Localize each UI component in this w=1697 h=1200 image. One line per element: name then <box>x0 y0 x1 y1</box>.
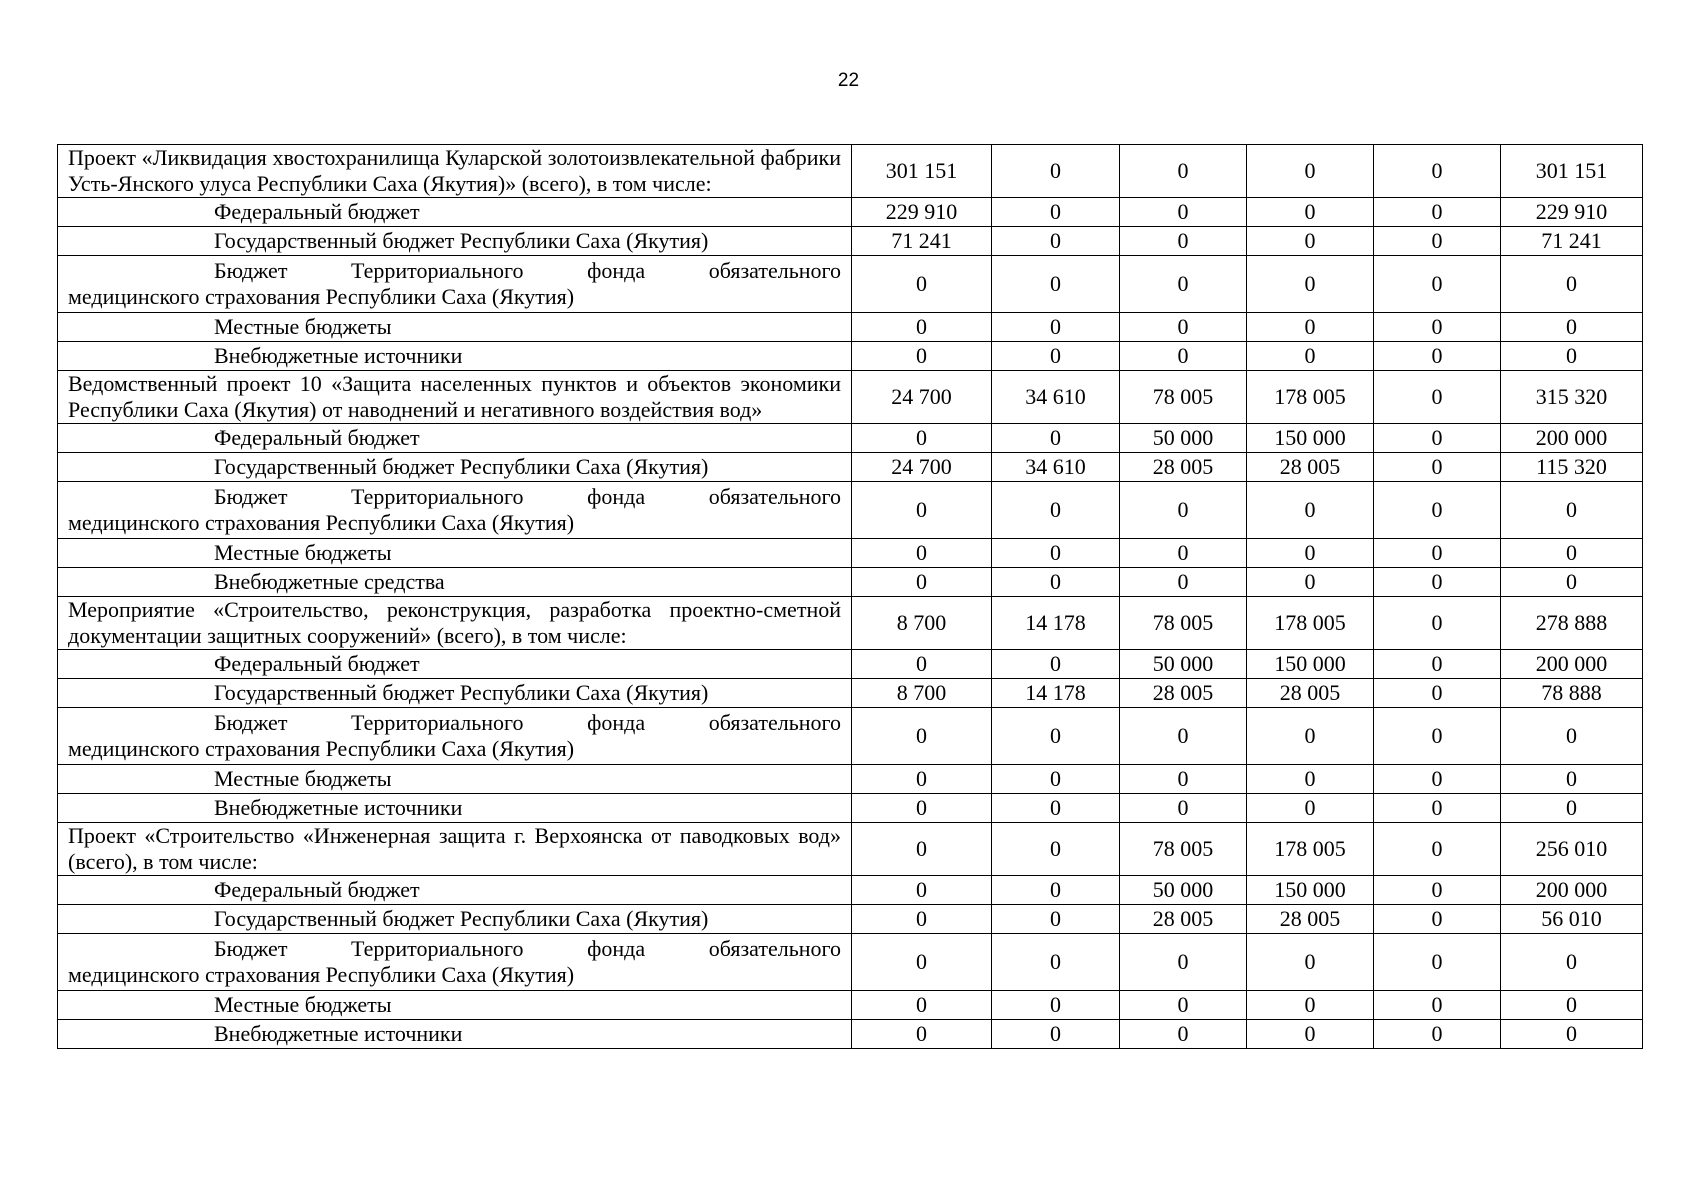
value-cell: 0 <box>1374 934 1501 991</box>
value-cell: 0 <box>1374 342 1501 371</box>
value-cell: 0 <box>1247 708 1374 765</box>
budget-table-body <box>58 145 1643 1049</box>
row-label: Федеральный бюджет <box>58 650 852 679</box>
value-cell: 14 178 <box>992 597 1120 650</box>
row-label: Местные бюджеты <box>58 991 852 1020</box>
value-cell: 0 <box>852 765 992 794</box>
value-cell: 14 178 <box>992 679 1120 708</box>
row-label: Государственный бюджет Республики Саха (Якутия) <box>58 227 852 256</box>
value-cell: 0 <box>1120 256 1247 313</box>
value-cell: 56 010 <box>1501 905 1643 934</box>
value-cell: 0 <box>1374 794 1501 823</box>
value-cell: 0 <box>1120 145 1247 198</box>
section-label: Мероприятие «Строительство, реконструкция, разработка проектно-сметной документации защитных сооружений» (всего), в том числе: <box>58 597 852 650</box>
value-cell: 115 320 <box>1501 453 1643 482</box>
value-cell: 8 700 <box>852 597 992 650</box>
value-cell: 0 <box>1120 934 1247 991</box>
value-cell: 28 005 <box>1247 453 1374 482</box>
row-label-line2: медицинского страхования Республики Саха (Якутия) <box>68 962 575 987</box>
row-label <box>58 482 852 539</box>
value-cell: 0 <box>992 145 1120 198</box>
value-cell: 0 <box>1374 650 1501 679</box>
value-cell: 278 888 <box>1501 597 1643 650</box>
value-cell: 34 610 <box>992 453 1120 482</box>
value-cell: 0 <box>992 794 1120 823</box>
value-cell: 0 <box>1501 342 1643 371</box>
value-cell: 0 <box>1374 823 1501 876</box>
row-label-line1: Бюджет Территориального фонда обязательного <box>214 710 841 735</box>
value-cell: 0 <box>852 539 992 568</box>
value-cell: 0 <box>1247 765 1374 794</box>
value-cell: 0 <box>1247 539 1374 568</box>
row-label <box>58 708 852 765</box>
table-row <box>58 905 1643 934</box>
value-cell: 0 <box>992 708 1120 765</box>
value-cell: 0 <box>992 1020 1120 1049</box>
value-cell: 0 <box>1120 794 1247 823</box>
row-label: Внебюджетные источники <box>58 342 852 371</box>
value-cell: 0 <box>992 539 1120 568</box>
value-cell: 0 <box>1374 227 1501 256</box>
row-label-line2: медицинского страхования Республики Саха (Якутия) <box>68 284 575 309</box>
value-cell: 78 005 <box>1120 597 1247 650</box>
value-cell: 0 <box>992 934 1120 991</box>
value-cell: 315 320 <box>1501 371 1643 424</box>
value-cell: 229 910 <box>1501 198 1643 227</box>
value-cell: 71 241 <box>1501 227 1643 256</box>
value-cell: 0 <box>852 823 992 876</box>
value-cell: 24 700 <box>852 453 992 482</box>
value-cell: 24 700 <box>852 371 992 424</box>
value-cell: 0 <box>1120 539 1247 568</box>
value-cell: 0 <box>1374 198 1501 227</box>
value-cell: 0 <box>1501 765 1643 794</box>
value-cell: 301 151 <box>852 145 992 198</box>
value-cell: 0 <box>1120 482 1247 539</box>
value-cell: 0 <box>1247 794 1374 823</box>
value-cell: 0 <box>1501 794 1643 823</box>
value-cell: 200 000 <box>1501 650 1643 679</box>
table-row-section <box>58 823 1643 876</box>
value-cell: 0 <box>852 650 992 679</box>
value-cell: 0 <box>1120 568 1247 597</box>
table-row <box>58 679 1643 708</box>
value-cell: 0 <box>852 342 992 371</box>
value-cell: 0 <box>1374 991 1501 1020</box>
row-label: Местные бюджеты <box>58 539 852 568</box>
value-cell: 0 <box>1501 256 1643 313</box>
table-row <box>58 650 1643 679</box>
value-cell: 0 <box>852 424 992 453</box>
table-row <box>58 227 1643 256</box>
value-cell: 0 <box>992 342 1120 371</box>
value-cell: 178 005 <box>1247 371 1374 424</box>
value-cell: 0 <box>1374 905 1501 934</box>
value-cell: 0 <box>852 905 992 934</box>
value-cell: 0 <box>992 823 1120 876</box>
value-cell: 0 <box>992 424 1120 453</box>
value-cell: 0 <box>1374 453 1501 482</box>
value-cell: 50 000 <box>1120 424 1247 453</box>
value-cell: 78 005 <box>1120 823 1247 876</box>
value-cell: 0 <box>1374 568 1501 597</box>
row-label <box>58 934 852 991</box>
value-cell: 256 010 <box>1501 823 1643 876</box>
value-cell: 0 <box>852 313 992 342</box>
value-cell: 78 888 <box>1501 679 1643 708</box>
value-cell: 0 <box>1501 708 1643 765</box>
row-label: Государственный бюджет Республики Саха (Якутия) <box>58 453 852 482</box>
row-label-line2: медицинского страхования Республики Саха (Якутия) <box>68 736 575 761</box>
table-row-section <box>58 371 1643 424</box>
value-cell: 50 000 <box>1120 650 1247 679</box>
value-cell: 0 <box>1374 145 1501 198</box>
value-cell: 28 005 <box>1120 453 1247 482</box>
value-cell: 0 <box>1374 371 1501 424</box>
value-cell: 0 <box>1247 145 1374 198</box>
value-cell: 0 <box>852 794 992 823</box>
value-cell: 0 <box>992 991 1120 1020</box>
row-label: Внебюджетные средства <box>58 568 852 597</box>
value-cell: 0 <box>852 934 992 991</box>
value-cell: 0 <box>992 227 1120 256</box>
table-row <box>58 765 1643 794</box>
table-row <box>58 256 1643 313</box>
value-cell: 0 <box>1247 256 1374 313</box>
table-row <box>58 1020 1643 1049</box>
value-cell: 0 <box>1374 876 1501 905</box>
value-cell: 0 <box>1374 597 1501 650</box>
table-row <box>58 568 1643 597</box>
value-cell: 0 <box>1247 482 1374 539</box>
value-cell: 71 241 <box>852 227 992 256</box>
value-cell: 28 005 <box>1120 905 1247 934</box>
value-cell: 50 000 <box>1120 876 1247 905</box>
value-cell: 0 <box>1247 313 1374 342</box>
value-cell: 0 <box>1501 482 1643 539</box>
section-label: Проект «Ликвидация хвостохранилища Куларской золотоизвлекательной фабрики Усть-Янского улуса Республики Саха (Якутия)» (всего), в том числе: <box>58 145 852 198</box>
value-cell: 0 <box>1501 313 1643 342</box>
table-row <box>58 708 1643 765</box>
row-label: Государственный бюджет Республики Саха (Якутия) <box>58 905 852 934</box>
table-row <box>58 539 1643 568</box>
value-cell: 0 <box>1247 1020 1374 1049</box>
value-cell: 229 910 <box>852 198 992 227</box>
value-cell: 0 <box>1501 1020 1643 1049</box>
value-cell: 0 <box>852 876 992 905</box>
value-cell: 0 <box>852 708 992 765</box>
row-label: Местные бюджеты <box>58 313 852 342</box>
value-cell: 0 <box>1374 765 1501 794</box>
value-cell: 0 <box>1501 934 1643 991</box>
value-cell: 150 000 <box>1247 650 1374 679</box>
row-label <box>58 256 852 313</box>
value-cell: 0 <box>1374 424 1501 453</box>
value-cell: 8 700 <box>852 679 992 708</box>
budget-table <box>57 144 1643 1049</box>
value-cell: 0 <box>1120 313 1247 342</box>
value-cell: 28 005 <box>1247 905 1374 934</box>
value-cell: 0 <box>1374 708 1501 765</box>
table-row <box>58 991 1643 1020</box>
value-cell: 0 <box>992 256 1120 313</box>
row-label: Местные бюджеты <box>58 765 852 794</box>
table-row <box>58 876 1643 905</box>
value-cell: 0 <box>1247 342 1374 371</box>
value-cell: 0 <box>1374 679 1501 708</box>
value-cell: 0 <box>992 198 1120 227</box>
table-row <box>58 934 1643 991</box>
table-row <box>58 453 1643 482</box>
value-cell: 200 000 <box>1501 876 1643 905</box>
value-cell: 34 610 <box>992 371 1120 424</box>
value-cell: 200 000 <box>1501 424 1643 453</box>
value-cell: 0 <box>852 1020 992 1049</box>
value-cell: 0 <box>852 568 992 597</box>
value-cell: 301 151 <box>1501 145 1643 198</box>
value-cell: 0 <box>1120 227 1247 256</box>
value-cell: 0 <box>852 482 992 539</box>
value-cell: 0 <box>1120 991 1247 1020</box>
value-cell: 0 <box>1501 539 1643 568</box>
value-cell: 0 <box>1501 991 1643 1020</box>
row-label-line1: Бюджет Территориального фонда обязательного <box>214 258 841 283</box>
row-label: Внебюджетные источники <box>58 794 852 823</box>
row-label-line1: Бюджет Территориального фонда обязательного <box>214 936 841 961</box>
value-cell: 0 <box>852 256 992 313</box>
value-cell: 150 000 <box>1247 424 1374 453</box>
table-row-section <box>58 597 1643 650</box>
row-label-line1: Бюджет Территориального фонда обязательного <box>214 484 841 509</box>
value-cell: 0 <box>992 568 1120 597</box>
row-label: Федеральный бюджет <box>58 876 852 905</box>
value-cell: 0 <box>992 765 1120 794</box>
value-cell: 150 000 <box>1247 876 1374 905</box>
value-cell: 0 <box>1120 708 1247 765</box>
value-cell: 0 <box>992 905 1120 934</box>
section-label: Ведомственный проект 10 «Защита населенных пунктов и объектов экономики Республики Саха (Якутия) от наводнений и негативного воздействия вод» <box>58 371 852 424</box>
table-row <box>58 794 1643 823</box>
table-row <box>58 313 1643 342</box>
value-cell: 178 005 <box>1247 597 1374 650</box>
table-row <box>58 482 1643 539</box>
table-row <box>58 424 1643 453</box>
value-cell: 0 <box>1120 198 1247 227</box>
value-cell: 0 <box>1247 568 1374 597</box>
row-label: Федеральный бюджет <box>58 424 852 453</box>
value-cell: 28 005 <box>1247 679 1374 708</box>
value-cell: 0 <box>1374 313 1501 342</box>
value-cell: 0 <box>1247 198 1374 227</box>
row-label: Внебюджетные источники <box>58 1020 852 1049</box>
value-cell: 0 <box>1120 1020 1247 1049</box>
value-cell: 0 <box>1374 256 1501 313</box>
table-row <box>58 342 1643 371</box>
value-cell: 0 <box>1501 568 1643 597</box>
row-label: Государственный бюджет Республики Саха (Якутия) <box>58 679 852 708</box>
value-cell: 0 <box>1247 934 1374 991</box>
value-cell: 0 <box>1374 1020 1501 1049</box>
value-cell: 0 <box>852 991 992 1020</box>
page-number: 22 <box>837 70 860 91</box>
value-cell: 0 <box>1247 227 1374 256</box>
value-cell: 0 <box>1247 991 1374 1020</box>
value-cell: 178 005 <box>1247 823 1374 876</box>
value-cell: 0 <box>992 313 1120 342</box>
value-cell: 0 <box>1120 342 1247 371</box>
table-row <box>58 198 1643 227</box>
value-cell: 78 005 <box>1120 371 1247 424</box>
value-cell: 0 <box>992 482 1120 539</box>
row-label-line2: медицинского страхования Республики Саха (Якутия) <box>68 510 575 535</box>
value-cell: 0 <box>1374 482 1501 539</box>
value-cell: 0 <box>992 650 1120 679</box>
value-cell: 0 <box>1374 539 1501 568</box>
value-cell: 0 <box>1120 765 1247 794</box>
value-cell: 28 005 <box>1120 679 1247 708</box>
table-row-section <box>58 145 1643 198</box>
section-label: Проект «Строительство «Инженерная защита г. Верхоянска от паводковых вод» (всего), в том числе: <box>58 823 852 876</box>
row-label: Федеральный бюджет <box>58 198 852 227</box>
value-cell: 0 <box>992 876 1120 905</box>
